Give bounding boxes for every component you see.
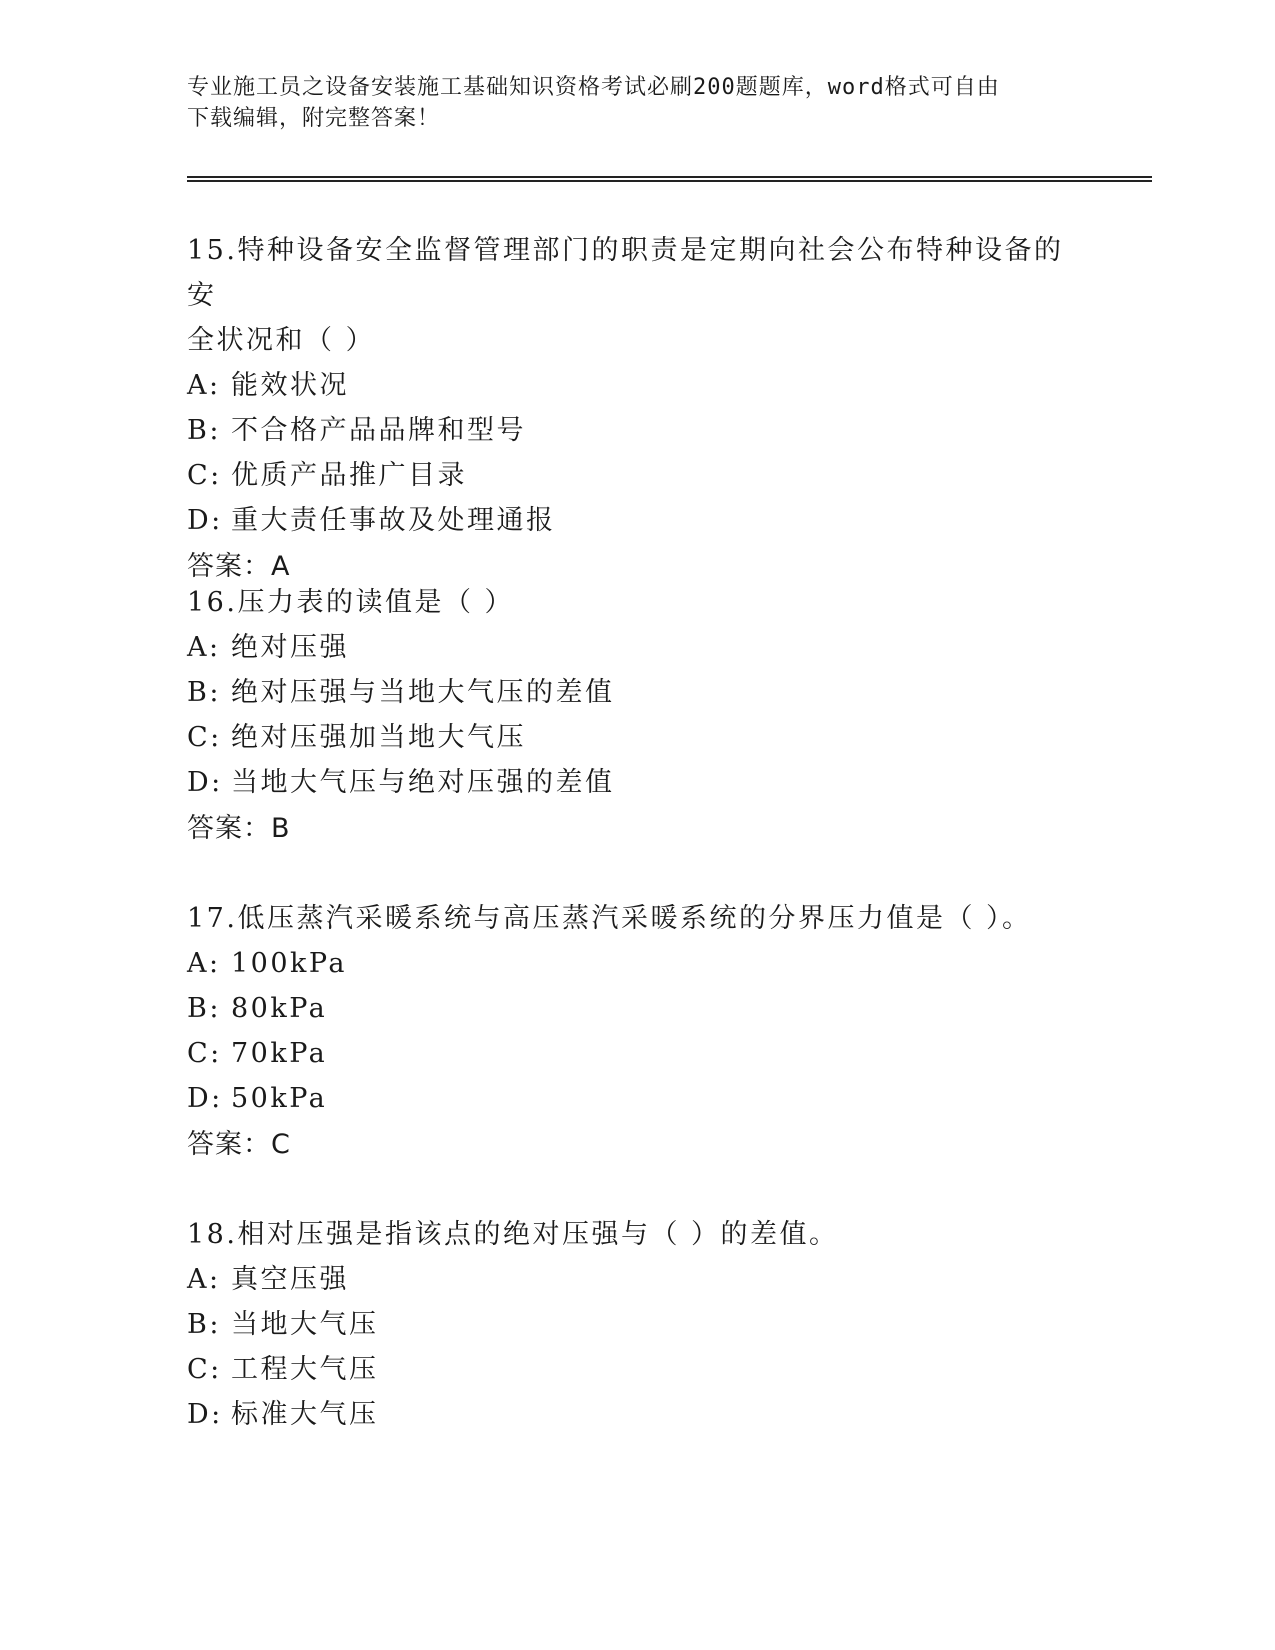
question-stem-line-1: 16.压力表的读值是（ ） xyxy=(187,587,515,618)
option-text: 绝对压强与当地大气压的差值 xyxy=(231,677,615,708)
option-text: 70kPa xyxy=(231,1038,328,1069)
option-label: A: xyxy=(187,370,221,401)
option-c xyxy=(187,453,1087,498)
question-17 xyxy=(187,896,1087,1167)
answer-line: 答案：A xyxy=(187,551,291,582)
header-divider-top xyxy=(187,176,1152,178)
document-header xyxy=(187,72,1067,134)
option-label: C: xyxy=(187,1038,222,1069)
question-stem-line-1: 18.相对压强是指该点的绝对压强与（ ）的差值。 xyxy=(187,1219,839,1250)
header-line-2: 下载编辑，附完整答案！ xyxy=(187,106,441,131)
option-a xyxy=(187,941,1087,986)
option-text: 50kPa xyxy=(231,1083,328,1114)
option-d xyxy=(187,1076,1087,1121)
option-a xyxy=(187,1257,1087,1302)
option-label: A: xyxy=(187,948,221,979)
option-text: 真空压强 xyxy=(231,1264,349,1295)
option-label: C: xyxy=(187,1354,222,1385)
answer-line: 答案：B xyxy=(187,813,291,844)
option-text: 标准大气压 xyxy=(231,1399,379,1430)
option-label: D: xyxy=(187,1083,223,1114)
option-c xyxy=(187,1031,1087,1076)
option-label: D: xyxy=(187,767,223,798)
option-d xyxy=(187,1392,1087,1437)
option-label: B: xyxy=(187,993,221,1024)
option-text: 绝对压强加当地大气压 xyxy=(231,722,526,753)
option-label: D: xyxy=(187,1399,223,1430)
option-label: A: xyxy=(187,1264,221,1295)
option-label: B: xyxy=(187,415,221,446)
question-15 xyxy=(187,228,1087,589)
option-b xyxy=(187,408,1087,453)
option-a xyxy=(187,625,1087,670)
option-label: A: xyxy=(187,632,221,663)
option-b xyxy=(187,1302,1087,1347)
option-d xyxy=(187,498,1087,543)
option-text: 绝对压强 xyxy=(231,632,349,663)
header-line-1: 专业施工员之设备安装施工基础知识资格考试必刷200题题库，word格式可自由 xyxy=(187,75,1000,100)
option-text: 能效状况 xyxy=(231,370,349,401)
option-label: B: xyxy=(187,1309,221,1340)
option-label: B: xyxy=(187,677,221,708)
option-text: 不合格产品品牌和型号 xyxy=(231,415,526,446)
option-text: 当地大气压 xyxy=(231,1309,379,1340)
option-a xyxy=(187,363,1087,408)
header-divider-bottom xyxy=(187,180,1152,182)
option-b xyxy=(187,670,1087,715)
option-text: 重大责任事故及处理通报 xyxy=(231,505,556,536)
option-text: 80kPa xyxy=(231,993,328,1024)
option-b xyxy=(187,986,1087,1031)
option-label: D: xyxy=(187,505,223,536)
option-label: C: xyxy=(187,722,222,753)
option-label: C: xyxy=(187,460,222,491)
question-stem-line-2: 全状况和（ ） xyxy=(187,325,376,356)
option-text: 工程大气压 xyxy=(231,1354,379,1385)
option-d xyxy=(187,760,1087,805)
option-text: 100kPa xyxy=(231,948,347,979)
answer-line: 答案：C xyxy=(187,1129,291,1160)
question-stem-line-1: 17.低压蒸汽采暖系统与高压蒸汽采暖系统的分界压力值是（ ）。 xyxy=(187,903,1032,934)
question-16 xyxy=(187,580,1087,851)
option-c xyxy=(187,715,1087,760)
option-c xyxy=(187,1347,1087,1392)
question-18 xyxy=(187,1212,1087,1437)
option-text: 优质产品推广目录 xyxy=(231,460,467,491)
option-text: 当地大气压与绝对压强的差值 xyxy=(231,767,615,798)
question-stem-line-1: 15.特种设备安全监督管理部门的职责是定期向社会公布特种设备的安 xyxy=(187,235,1064,311)
